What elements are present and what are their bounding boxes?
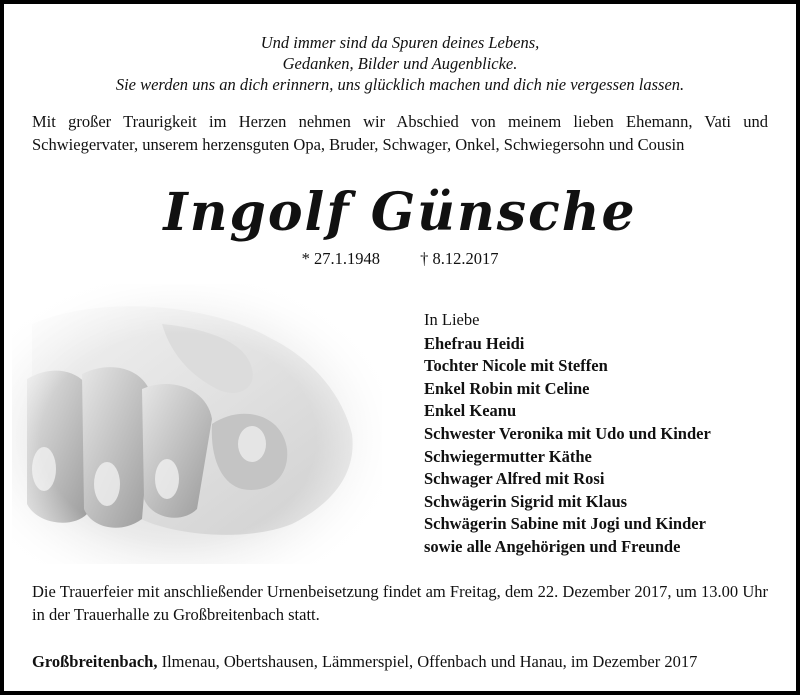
poem-line: Und immer sind da Spuren deines Lebens, [260, 33, 540, 52]
birth-date: * 27.1.1948 [301, 249, 380, 268]
mourner: Enkel Keanu [424, 401, 517, 421]
mourner: Ehefrau Heidi [424, 333, 525, 353]
deceased-name: Ingolf Günsche [163, 182, 637, 243]
mourner: Schwester Veronika mit Udo und Kinder [424, 423, 711, 443]
poem-line: Gedanken, Bilder und Augenblicke. [282, 54, 518, 73]
mourners-list [424, 309, 784, 559]
footer-place-rest: Ilmenau, Obertshausen, Lämmerspiel, Offenbach und Hanau, im Dezember 2017 [157, 652, 698, 671]
intro-text: Mit großer Traurigkeit im Herzen nehmen wir Abschied von meinem lieben Ehemann, Vati und Schwiegervater, unserem herzensguten Opa, Bruder, Schwager, Onkel, Schwiegersohn und Cousin [32, 112, 768, 154]
mourner: Schwiegermutter Käthe [424, 446, 592, 466]
mourner: Schwägerin Sigrid mit Klaus [424, 491, 628, 511]
mourner: Schwägerin Sabine mit Jogi und Kinder [424, 514, 706, 534]
hands-photo [12, 284, 382, 564]
mourner: sowie alle Angehörigen und Freunde [424, 536, 681, 556]
death-date: † 8.12.2017 [420, 249, 499, 268]
poem-line: Sie werden uns an dich erinnern, uns glücklich machen und dich nie vergessen lassen. [115, 75, 685, 94]
footer-places [32, 652, 776, 672]
mourner: Schwager Alfred mit Rosi [424, 469, 605, 489]
poem [24, 32, 776, 95]
service-text: Die Trauerfeier mit anschließender Urnenbeisetzung findet am Freitag, dem 22. Dezember 2017, um 13.00 Uhr in der Trauerhalle zu Großbreitenbach statt. [32, 582, 768, 624]
mourner: Enkel Robin mit Celine [424, 378, 590, 398]
life-dates [4, 249, 796, 269]
mourner: Tochter Nicole mit Steffen [424, 356, 608, 376]
mourners-heading: In Liebe [424, 310, 480, 329]
footer-place-bold: Großbreitenbach, [32, 652, 158, 671]
